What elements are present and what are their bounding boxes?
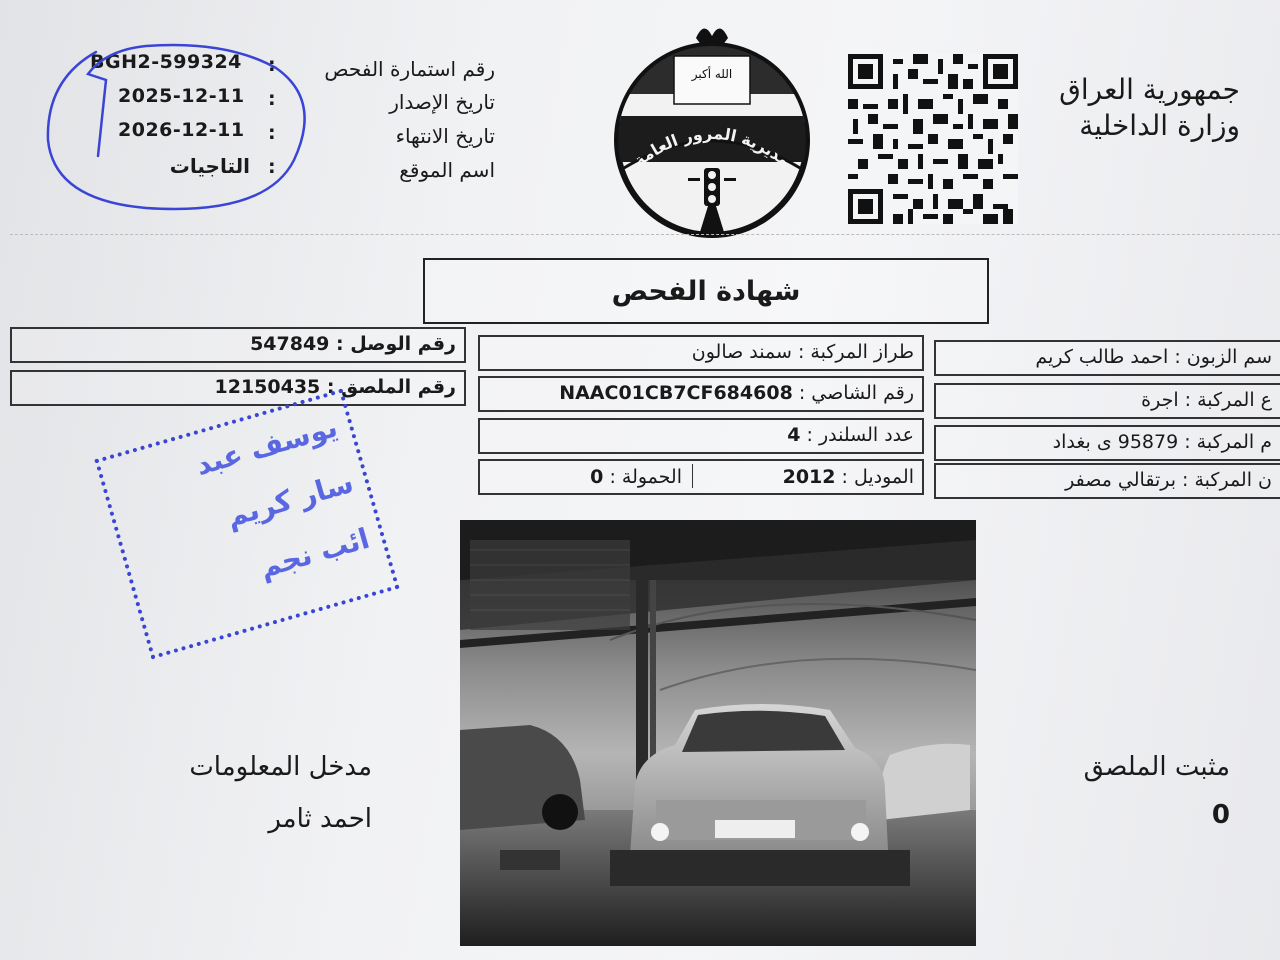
cylinders-value: 4	[787, 424, 801, 446]
sticker-installer-value: 0	[1211, 800, 1230, 830]
cylinders-field	[478, 418, 924, 454]
model-year	[783, 466, 914, 488]
model-year-value: 2012	[782, 466, 836, 488]
vehicle-model-field	[478, 335, 924, 371]
expiry-date-value: 2026-12-11	[118, 119, 245, 141]
site-label: اسم الموقع	[399, 158, 495, 182]
load-label: الحمولة :	[603, 466, 682, 488]
logo-top-text: الله أكبر	[691, 67, 733, 81]
stamp-line-3: ائب نجم	[256, 521, 373, 585]
issue-date-value: 2025-12-11	[118, 85, 245, 107]
sticker-number-field	[10, 370, 466, 406]
form-number-value: BGH2-599324	[90, 51, 242, 73]
customer-name-field	[934, 340, 1280, 376]
certificate-title: شهادة الفحص	[423, 258, 989, 324]
chassis-label: رقم الشاصي :	[792, 382, 914, 404]
colon: :	[268, 156, 276, 178]
vehicle-type-field	[934, 383, 1280, 419]
field-divider	[692, 464, 693, 488]
vehicle-color-field	[934, 463, 1280, 499]
customer-name-text: سم الزبون : احمد طالب كريم	[1035, 346, 1272, 368]
colon: :	[268, 88, 276, 110]
plate-number-field	[934, 425, 1280, 461]
ministry-name: وزارة الداخلية	[1079, 109, 1240, 142]
logo-ring-text: مديرية المرور العامة	[630, 123, 794, 171]
ministry-header	[1059, 72, 1240, 144]
model-year-load-field	[478, 459, 924, 495]
vehicle-model-value: سمند صالون	[691, 341, 792, 363]
qr-code-icon	[848, 54, 1018, 224]
data-entry-name: احمد ثامر	[268, 804, 372, 834]
sticker-number-text: رقم الملصق : 12150435	[214, 376, 456, 398]
expiry-date-label: تاريخ الانتهاء	[395, 124, 495, 148]
receipt-number-field	[10, 327, 466, 363]
colon: :	[268, 54, 276, 76]
plate-number-text: م المركبة : 95879 ى بغداد	[1052, 431, 1272, 453]
issue-date-label: تاريخ الإصدار	[389, 90, 495, 114]
site-value: التاجيات	[169, 154, 250, 178]
vehicle-type-text: ع المركبة : اجرة	[1141, 389, 1272, 411]
official-stamp	[94, 388, 399, 659]
vehicle-model-label: طراز المركبة :	[791, 341, 914, 363]
divider	[10, 234, 1280, 236]
country-name: جمهورية العراق	[1059, 73, 1240, 106]
chassis-value: NAAC01CB7CF684608	[559, 382, 793, 404]
pen-circle-mark	[36, 40, 336, 220]
stamp-line-1: يوسف عبد	[192, 410, 342, 482]
colon: :	[268, 122, 276, 144]
stamp-line-2: سار كريم	[222, 465, 358, 534]
vehicle-photo	[460, 520, 976, 946]
receipt-number-text: رقم الوصل : 547849	[250, 333, 456, 355]
load-capacity	[590, 466, 682, 488]
model-year-label: الموديل :	[835, 466, 914, 488]
traffic-directorate-logo-icon	[608, 18, 816, 240]
cylinders-label: عدد السلندر :	[800, 424, 914, 446]
sticker-installer-label: مثبت الملصق	[1083, 752, 1230, 782]
data-entry-label: مدخل المعلومات	[189, 752, 372, 782]
form-number-label: رقم استمارة الفحص	[324, 57, 495, 81]
load-value: 0	[590, 466, 604, 488]
chassis-number-field	[478, 376, 924, 412]
vehicle-color-text: ن المركبة : برتقالي مصفر	[1065, 469, 1272, 491]
